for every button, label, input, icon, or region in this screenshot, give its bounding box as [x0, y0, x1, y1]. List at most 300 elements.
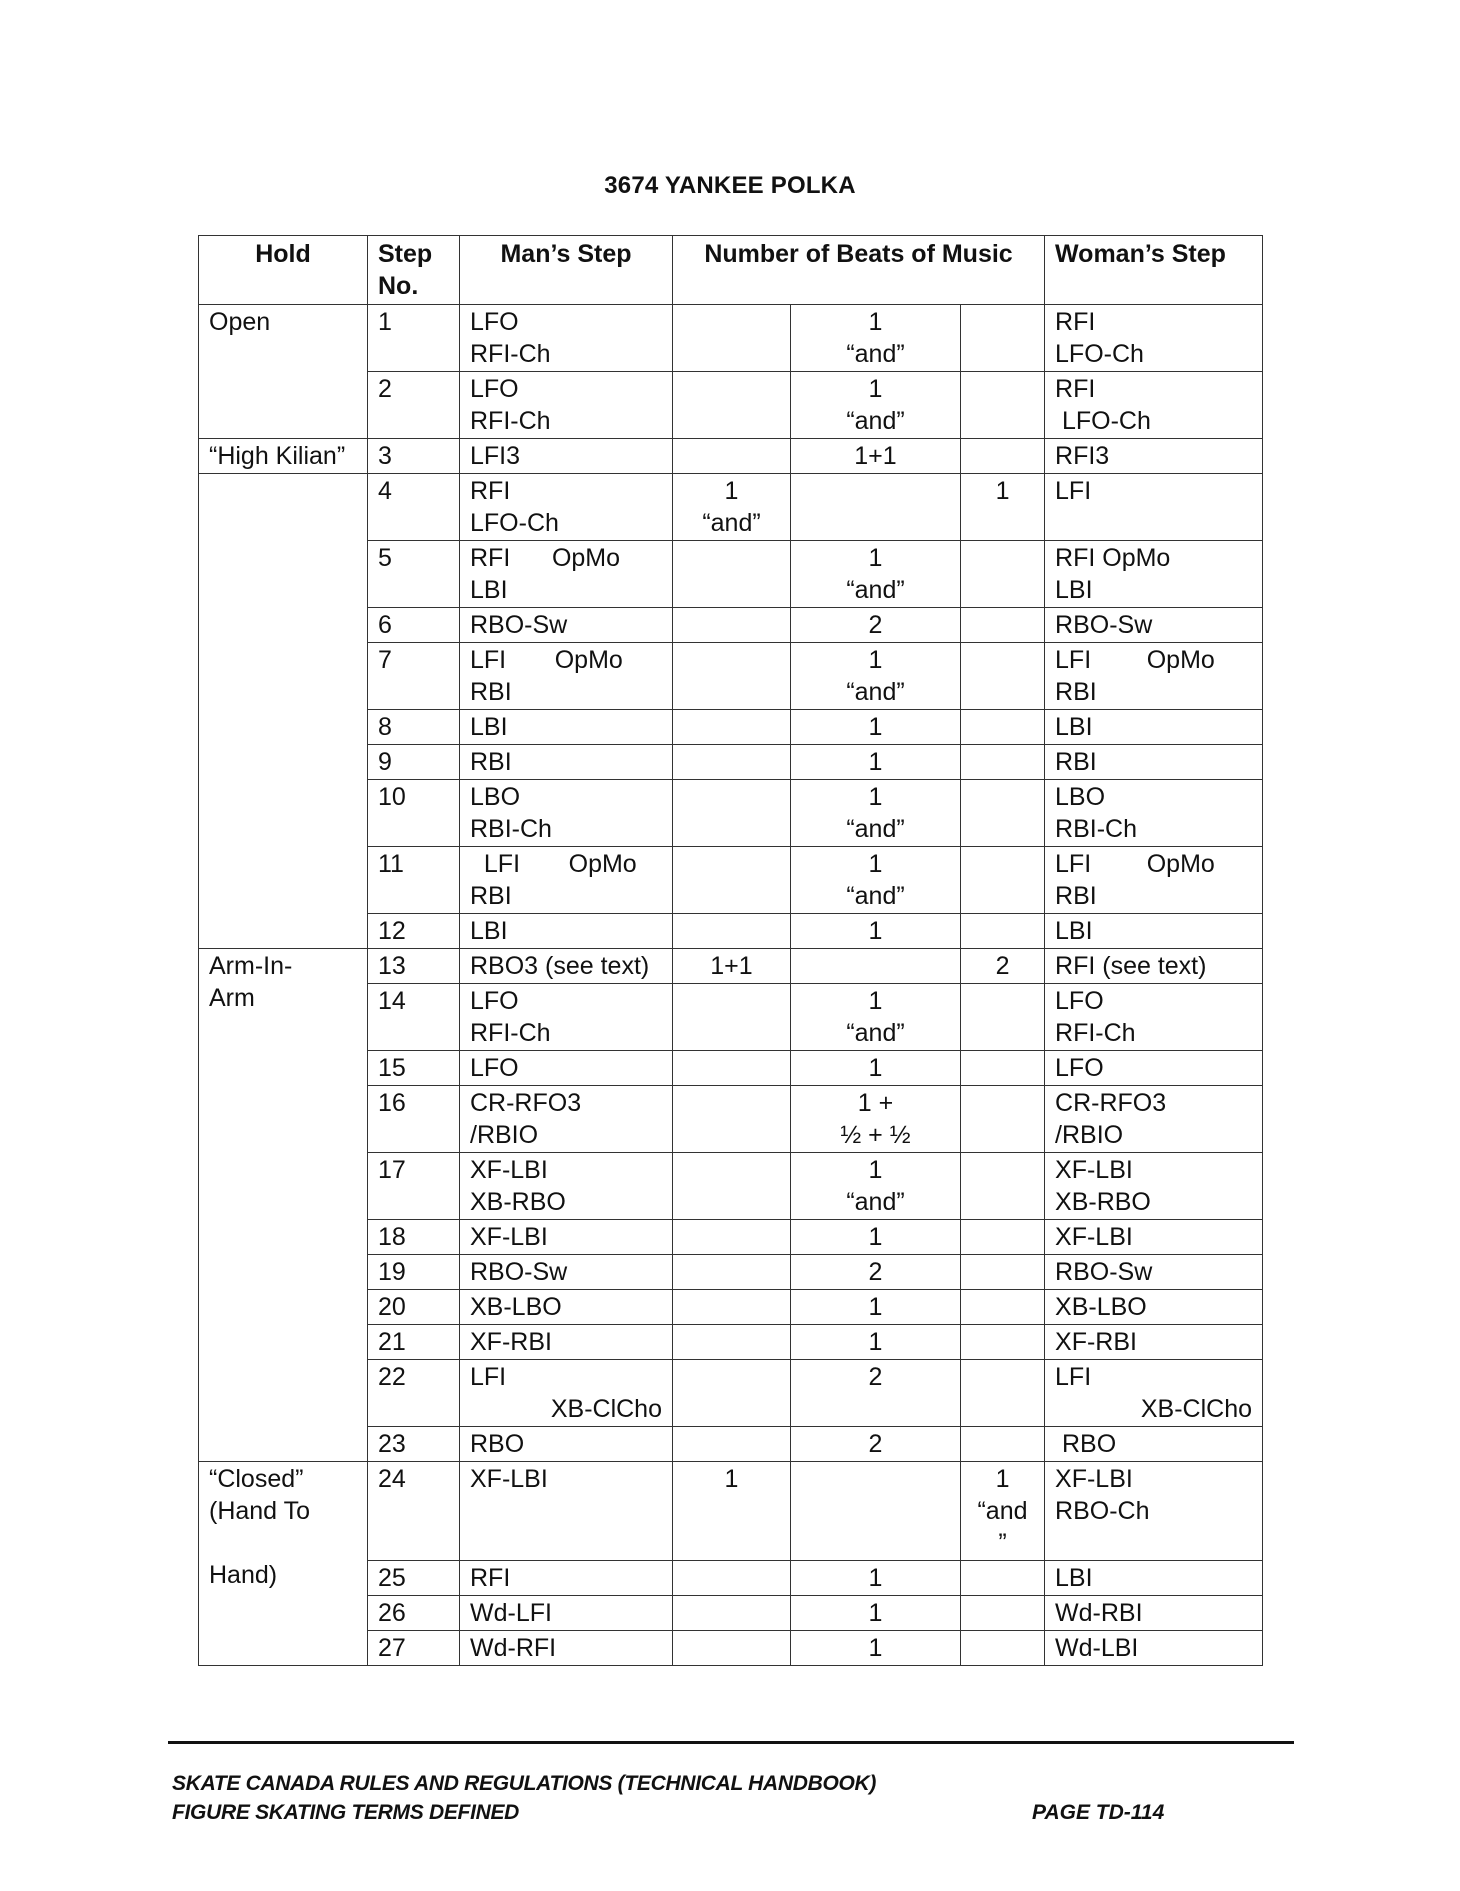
cell-line — [683, 1221, 780, 1253]
mans-step-cell — [460, 643, 673, 710]
cell-line — [971, 1186, 1034, 1218]
cell-line: 1+1 — [710, 952, 753, 980]
cell-line: 1 — [868, 1293, 883, 1321]
cell-line: 1 — [868, 375, 883, 403]
beats-b2-cell — [791, 305, 961, 372]
step-number-cell — [368, 372, 460, 439]
cell-line: RBI — [1055, 678, 1097, 706]
mans-step-cell — [460, 305, 673, 372]
cell-line — [683, 1495, 780, 1527]
cell-line — [971, 1597, 1034, 1629]
womans-step-cell — [1045, 745, 1263, 780]
cell-line — [971, 1221, 1034, 1253]
beats-b2-cell — [791, 608, 961, 643]
cell-line — [971, 542, 1034, 574]
beats-b3-cell — [961, 372, 1045, 439]
cell-line: LBI — [470, 917, 508, 945]
beats-b2-cell — [791, 1561, 961, 1596]
mans-step-cell — [460, 608, 673, 643]
beats-b3-cell — [961, 710, 1045, 745]
cell-line: RBI — [470, 748, 512, 776]
beats-b2-cell — [791, 1360, 961, 1427]
hold-label — [209, 1527, 357, 1559]
cell-line: XF-LBI — [470, 1223, 548, 1251]
step-number-cell — [368, 710, 460, 745]
beats-b1-cell — [673, 474, 791, 541]
document-title: 3674 YANKEE POLKA — [604, 172, 856, 199]
cell-line: 2 — [868, 611, 883, 639]
cell-line: LBO — [1055, 783, 1106, 811]
cell-line — [683, 1052, 780, 1084]
womans-step-cell — [1045, 1325, 1263, 1360]
step-number-cell — [368, 305, 460, 372]
mans-step-cell — [460, 1596, 673, 1631]
beats-b1-cell — [673, 1153, 791, 1220]
beats-b3-cell — [961, 1086, 1045, 1153]
beats-b3-cell — [961, 1153, 1045, 1220]
cell-line: 1 — [724, 1465, 739, 1493]
cell-line — [971, 880, 1034, 912]
table-row — [199, 949, 1263, 984]
hold-label: Hand) — [209, 1561, 278, 1589]
beats-b1-cell — [673, 305, 791, 372]
beats-b3-cell — [961, 1220, 1045, 1255]
cell-line — [971, 1087, 1034, 1119]
beats-b2-cell — [791, 847, 961, 914]
cell-line: 1 — [868, 1564, 883, 1592]
cell-line: XB-ClCho — [1140, 1395, 1253, 1423]
cell-line — [971, 1428, 1034, 1460]
womans-step-cell — [1045, 305, 1263, 372]
step-number: 15 — [378, 1054, 406, 1082]
cell-line — [683, 405, 780, 437]
hold-label: Open — [209, 308, 271, 336]
cell-line: LFO — [470, 308, 519, 336]
cell-line — [683, 746, 780, 778]
mans-step-cell — [460, 914, 673, 949]
step-number: 16 — [378, 1089, 406, 1117]
cell-line: XF-LBI — [470, 1465, 548, 1493]
cell-line — [971, 676, 1034, 708]
cell-line: LFI — [1055, 477, 1092, 505]
cell-line — [971, 1052, 1034, 1084]
cell-line: /RBIO — [1055, 1121, 1124, 1149]
cell-line: ½ + ½ — [840, 1121, 911, 1149]
cell-line: 1 — [868, 308, 883, 336]
beats-b3-cell — [961, 541, 1045, 608]
beats-b1-cell — [673, 1290, 791, 1325]
hold-cell — [199, 949, 368, 1462]
cell-line: 1 — [868, 713, 883, 741]
cell-line: RBI-Ch — [470, 815, 552, 843]
beats-b3-cell — [961, 1255, 1045, 1290]
mans-step-cell — [460, 1462, 673, 1561]
cell-line — [683, 1154, 780, 1186]
step-number-cell — [368, 1360, 460, 1427]
womans-step-cell — [1045, 474, 1263, 541]
step-number-cell — [368, 1325, 460, 1360]
beats-b1-cell — [673, 439, 791, 474]
cell-line — [683, 880, 780, 912]
cell-line: 1 — [868, 544, 883, 572]
cell-line: 1 — [868, 1054, 883, 1082]
cell-line: RBO — [1055, 1430, 1117, 1458]
cell-line: XF-LBI — [1055, 1223, 1133, 1251]
cell-line: LBI — [470, 576, 508, 604]
cell-line: “and” — [846, 1019, 905, 1047]
womans-step-cell — [1045, 1631, 1263, 1666]
step-number: 19 — [378, 1258, 406, 1286]
cell-line: RFI OpMo — [1055, 544, 1171, 572]
cell-line: RFI-Ch — [470, 1019, 551, 1047]
step-number-cell — [368, 1631, 460, 1666]
step-number-cell — [368, 1290, 460, 1325]
beats-b1-cell — [673, 1631, 791, 1666]
cell-line — [971, 1361, 1034, 1393]
cell-line: RFI — [470, 477, 511, 505]
cell-line: LFI3 — [470, 442, 521, 470]
cell-line: LFI OpMo — [470, 646, 623, 674]
cell-line: 2 — [868, 1430, 883, 1458]
cell-line — [801, 1393, 950, 1425]
womans-step-cell — [1045, 847, 1263, 914]
beats-b3-cell — [961, 1561, 1045, 1596]
cell-line — [683, 915, 780, 947]
step-number-cell — [368, 1596, 460, 1631]
footer-section-title: FIGURE SKATING TERMS DEFINED — [172, 1801, 520, 1824]
beats-b1-cell — [673, 1427, 791, 1462]
cell-line — [683, 1326, 780, 1358]
cell-line — [801, 1527, 950, 1559]
step-number: 11 — [378, 850, 404, 878]
beats-b1-cell — [673, 1596, 791, 1631]
beats-b2-cell — [791, 745, 961, 780]
cell-line — [971, 1154, 1034, 1186]
mans-step-cell — [460, 710, 673, 745]
beats-b1-cell — [673, 847, 791, 914]
cell-line: XB-RBO — [470, 1188, 566, 1216]
header-hold: Hold — [199, 236, 368, 305]
beats-b2-cell — [791, 1462, 961, 1561]
cell-line: 1 — [868, 1223, 883, 1251]
beats-b2-cell — [791, 372, 961, 439]
step-number-cell — [368, 1427, 460, 1462]
beats-b1-cell — [673, 1462, 791, 1561]
step-number: 9 — [378, 748, 392, 776]
step-number: 13 — [378, 952, 406, 980]
cell-line — [971, 507, 1034, 539]
beats-b3-cell — [961, 984, 1045, 1051]
cell-line: Wd-LBI — [1055, 1634, 1139, 1662]
cell-line — [1055, 1527, 1252, 1559]
header-step-no: Step No. — [368, 236, 460, 305]
header-beats: Number of Beats of Music — [673, 236, 1045, 305]
cell-line: LFO-Ch — [1055, 340, 1144, 368]
cell-line: CR-RFO3 — [470, 1089, 582, 1117]
cell-line — [683, 1256, 780, 1288]
cell-line: 2 — [868, 1258, 883, 1286]
table-row — [199, 1462, 1263, 1561]
cell-line — [683, 338, 780, 370]
beats-b3-cell — [961, 474, 1045, 541]
cell-line: 2 — [995, 952, 1010, 980]
step-number: 26 — [378, 1599, 406, 1627]
step-number-cell — [368, 439, 460, 474]
beats-b2-cell — [791, 1596, 961, 1631]
womans-step-cell — [1045, 1255, 1263, 1290]
cell-line: LFI OpMo — [1055, 646, 1215, 674]
step-number: 25 — [378, 1564, 406, 1592]
table-row — [199, 474, 1263, 541]
step-number-cell — [368, 474, 460, 541]
mans-step-cell — [460, 439, 673, 474]
cell-line: LFO — [470, 1054, 519, 1082]
beats-b1-cell — [673, 984, 791, 1051]
beats-b1-cell — [673, 643, 791, 710]
cell-line — [683, 1562, 780, 1594]
beats-b3-cell — [961, 914, 1045, 949]
womans-step-cell — [1045, 541, 1263, 608]
cell-line — [683, 781, 780, 813]
mans-step-cell — [460, 1631, 673, 1666]
cell-line — [971, 746, 1034, 778]
footer-page-number: PAGE TD-114 — [1032, 1801, 1165, 1824]
cell-line — [971, 848, 1034, 880]
step-number-cell — [368, 1255, 460, 1290]
cell-line: LFO — [470, 375, 519, 403]
cell-line: XF-LBI — [1055, 1156, 1133, 1184]
cell-line: CR-RFO3 — [1055, 1089, 1167, 1117]
cell-line: LBI — [1055, 1564, 1093, 1592]
cell-line: LFI OpMo — [1055, 850, 1215, 878]
cell-line: LFI — [1055, 1363, 1092, 1391]
cell-line: RFI — [470, 1564, 511, 1592]
hold-cell — [199, 1462, 368, 1666]
step-number: 1 — [378, 308, 392, 336]
cell-line — [683, 985, 780, 1017]
cell-line — [971, 405, 1034, 437]
cell-line: /RBIO — [470, 1121, 539, 1149]
beats-b1-cell — [673, 780, 791, 847]
cell-line — [971, 338, 1034, 370]
mans-step-cell — [460, 745, 673, 780]
cell-line: RBI — [1055, 882, 1097, 910]
cell-line: ” — [998, 1529, 1007, 1557]
cell-line: XB-RBO — [1055, 1188, 1151, 1216]
step-number: 3 — [378, 442, 392, 470]
cell-line: RFI OpMo — [470, 544, 621, 572]
mans-step-cell — [460, 1086, 673, 1153]
cell-line — [801, 1463, 950, 1495]
cell-line: 1 — [868, 646, 883, 674]
cell-line — [683, 1291, 780, 1323]
cell-line: LFO — [1055, 1054, 1104, 1082]
womans-step-cell — [1045, 1596, 1263, 1631]
cell-line: RBO-Sw — [1055, 611, 1153, 639]
womans-step-cell — [1045, 608, 1263, 643]
cell-line: RFI3 — [1055, 442, 1110, 470]
beats-b2-cell — [791, 984, 961, 1051]
cell-line: RFI-Ch — [470, 407, 551, 435]
beats-b3-cell — [961, 1290, 1045, 1325]
womans-step-cell — [1045, 372, 1263, 439]
cell-line: LFO-Ch — [470, 509, 559, 537]
step-number: 10 — [378, 783, 406, 811]
mans-step-cell — [460, 1290, 673, 1325]
step-number-cell — [368, 949, 460, 984]
step-number: 24 — [378, 1465, 406, 1493]
beats-b2-cell — [791, 1631, 961, 1666]
womans-step-cell — [1045, 949, 1263, 984]
womans-step-cell — [1045, 780, 1263, 847]
header-mans-step: Man’s Step — [460, 236, 673, 305]
cell-line — [971, 711, 1034, 743]
cell-line: “and — [977, 1497, 1028, 1525]
cell-line: LBI — [1055, 713, 1093, 741]
cell-line — [683, 440, 780, 472]
cell-line: Wd-LFI — [470, 1599, 552, 1627]
womans-step-cell — [1045, 1153, 1263, 1220]
cell-line — [971, 1119, 1034, 1151]
cell-line: LBI — [470, 713, 508, 741]
step-number-cell — [368, 1561, 460, 1596]
beats-b1-cell — [673, 1051, 791, 1086]
womans-step-cell — [1045, 1561, 1263, 1596]
step-number: 14 — [378, 987, 406, 1015]
step-number: 27 — [378, 1634, 406, 1662]
beats-b3-cell — [961, 1462, 1045, 1561]
cell-line: 1 — [868, 1156, 883, 1184]
cell-line — [683, 1393, 780, 1425]
cell-line — [971, 1256, 1034, 1288]
hold-label: (Hand To — [209, 1497, 310, 1525]
step-number: 7 — [378, 646, 392, 674]
cell-line — [971, 609, 1034, 641]
cell-line — [971, 1393, 1034, 1425]
beats-b1-cell — [673, 1360, 791, 1427]
beats-b2-cell — [791, 1255, 961, 1290]
cell-line: Wd-RBI — [1055, 1599, 1143, 1627]
cell-line: 1 — [868, 850, 883, 878]
cell-line: LFO-Ch — [1055, 407, 1151, 435]
step-number: 22 — [378, 1363, 406, 1391]
cell-line: 1 — [995, 477, 1010, 505]
beats-b3-cell — [961, 780, 1045, 847]
mans-step-cell — [460, 1051, 673, 1086]
step-number: 4 — [378, 477, 392, 505]
step-number-cell — [368, 1153, 460, 1220]
step-number-cell — [368, 541, 460, 608]
beats-b1-cell — [673, 949, 791, 984]
cell-line — [683, 1597, 780, 1629]
cell-line: RBO-Sw — [1055, 1258, 1153, 1286]
cell-line — [683, 306, 780, 338]
cell-line: LBI — [1055, 576, 1093, 604]
cell-line — [683, 813, 780, 845]
womans-step-cell — [1045, 1427, 1263, 1462]
cell-line: RBO-Sw — [470, 1258, 568, 1286]
cell-line: RBI — [1055, 748, 1097, 776]
mans-step-cell — [460, 1255, 673, 1290]
step-number-cell — [368, 745, 460, 780]
cell-line: “and” — [702, 509, 761, 537]
step-number: 21 — [378, 1328, 406, 1356]
mans-step-cell — [460, 1561, 673, 1596]
beats-b3-cell — [961, 847, 1045, 914]
beats-b1-cell — [673, 541, 791, 608]
table-row — [199, 439, 1263, 474]
cell-line: RBI-Ch — [1055, 815, 1137, 843]
cell-line: RFI (see text) — [1055, 952, 1207, 980]
cell-line — [971, 306, 1034, 338]
mans-step-cell — [460, 780, 673, 847]
cell-line: XB-LBO — [470, 1293, 562, 1321]
cell-line — [683, 644, 780, 676]
step-number: 18 — [378, 1223, 406, 1251]
cell-line: LBO — [470, 783, 521, 811]
cell-line — [683, 609, 780, 641]
cell-line — [683, 1017, 780, 1049]
beats-b2-cell — [791, 1086, 961, 1153]
cell-line: 1 — [868, 783, 883, 811]
step-number-cell — [368, 847, 460, 914]
step-number-cell — [368, 1220, 460, 1255]
cell-line: LFI — [470, 1363, 507, 1391]
step-number-cell — [368, 1462, 460, 1561]
beats-b2-cell — [791, 439, 961, 474]
cell-line — [801, 950, 950, 982]
cell-line — [971, 1632, 1034, 1664]
header-womans-step: Woman’s Step — [1045, 236, 1263, 305]
beats-b3-cell — [961, 1051, 1045, 1086]
cell-line: RFI — [1055, 375, 1096, 403]
cell-line: “and” — [846, 576, 905, 604]
beats-b1-cell — [673, 710, 791, 745]
beats-b3-cell — [961, 1427, 1045, 1462]
mans-step-cell — [460, 474, 673, 541]
cell-line — [971, 440, 1034, 472]
cell-line — [683, 676, 780, 708]
cell-line — [683, 542, 780, 574]
cell-line — [1055, 507, 1252, 539]
mans-step-cell — [460, 541, 673, 608]
table-row — [199, 305, 1263, 372]
beats-b3-cell — [961, 949, 1045, 984]
cell-line: “and” — [846, 407, 905, 435]
step-number: 20 — [378, 1293, 406, 1321]
beats-b3-cell — [961, 1360, 1045, 1427]
cell-line — [971, 915, 1034, 947]
cell-line — [971, 1017, 1034, 1049]
cell-line: “and” — [846, 815, 905, 843]
cell-line: LFI OpMo — [470, 850, 637, 878]
footer-handbook-title: SKATE CANADA RULES AND REGULATIONS (TECHNICAL HANDBOOK) — [172, 1772, 877, 1795]
yankee-polka-step-table — [198, 235, 1263, 1666]
step-number-cell — [368, 1086, 460, 1153]
cell-line: 1 — [995, 1465, 1010, 1493]
womans-step-cell — [1045, 1220, 1263, 1255]
step-number: 5 — [378, 544, 392, 572]
mans-step-cell — [460, 949, 673, 984]
beats-b1-cell — [673, 372, 791, 439]
beats-b3-cell — [961, 745, 1045, 780]
womans-step-cell — [1045, 710, 1263, 745]
step-number: 6 — [378, 611, 392, 639]
hold-cell — [199, 305, 368, 439]
cell-line: XB-ClCho — [550, 1395, 662, 1423]
cell-line — [683, 848, 780, 880]
cell-line — [971, 1562, 1034, 1594]
